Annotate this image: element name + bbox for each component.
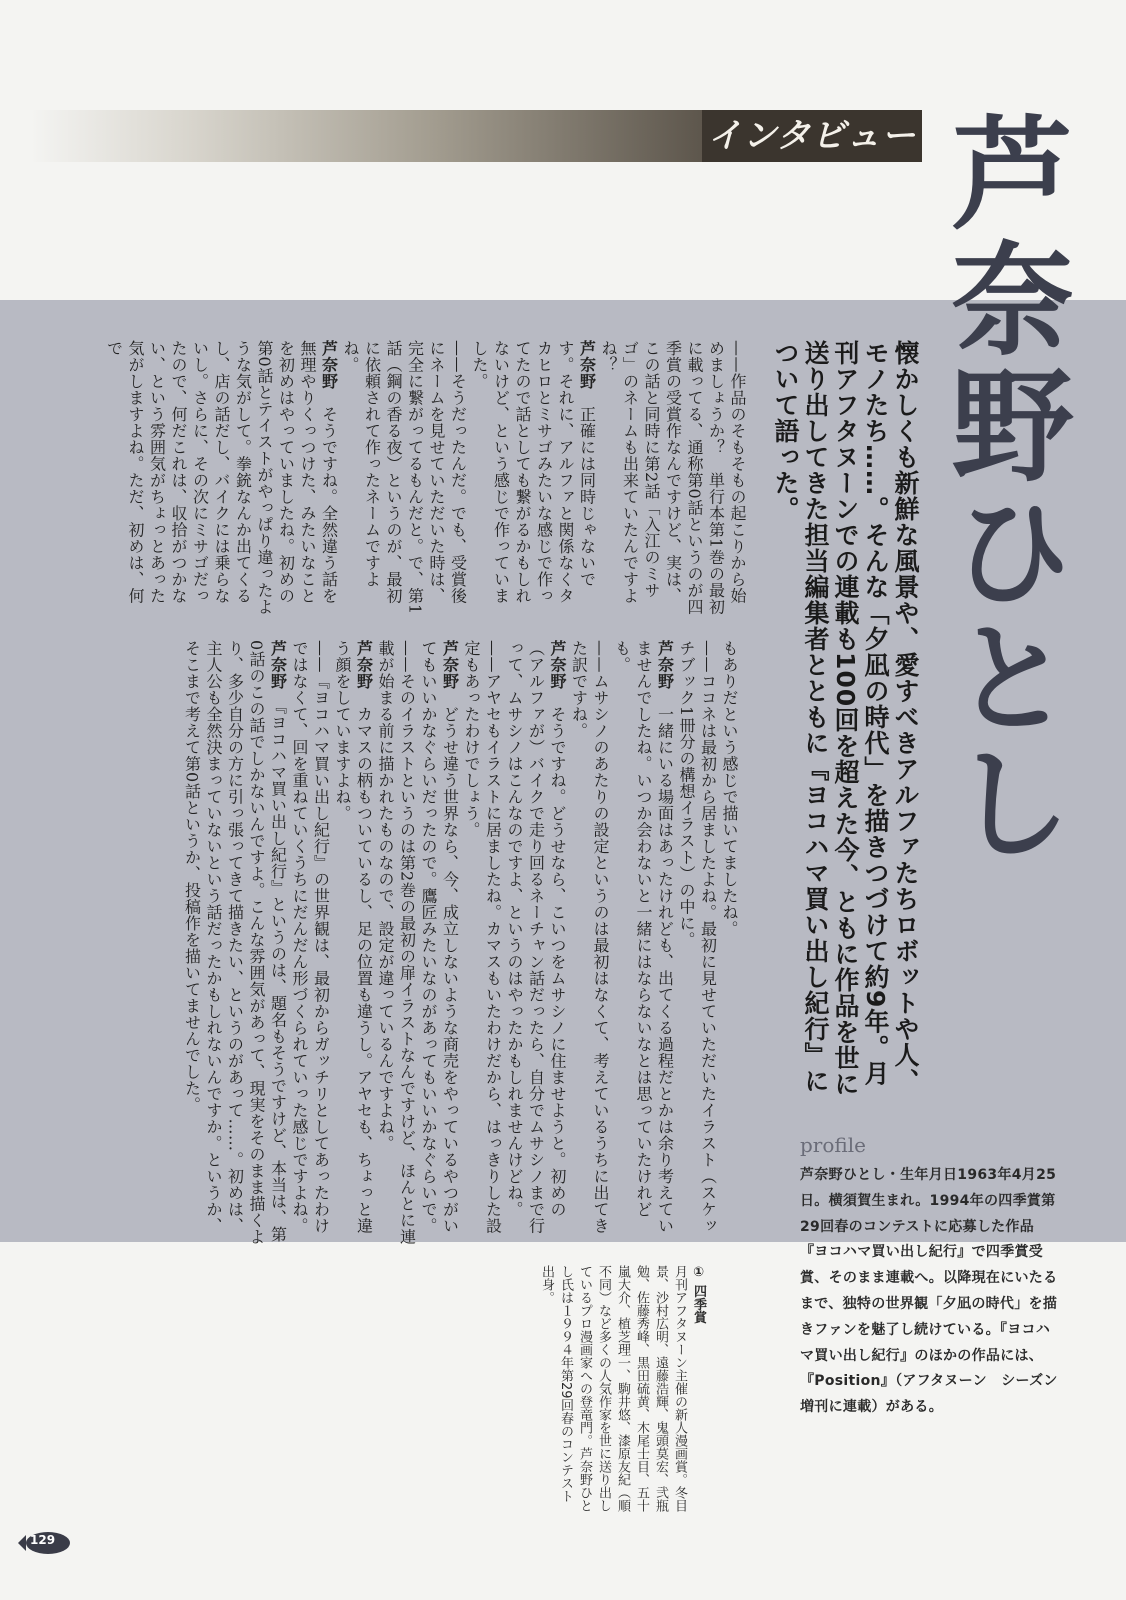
paragraph-text: どうせ違う世界なら、今、成立しないような商売をやっているやつがいてもいいかなぐらいだったので。鷹匠みたいなのがあってもいいかなぐらいで。 bbox=[419, 640, 460, 1234]
speaker-name: 芦奈野 bbox=[440, 640, 460, 690]
paragraph-text: ——ムサシノのあたりの設定というのは最初はなくて、考えているうちに出てきた訳ですね。 bbox=[569, 640, 610, 1234]
lede: 懐かしくも新鮮な風景や、愛すべきアルファたちロボットや人、モノたち……。そんな「夕凪の時代」を描きつづけて約9年。月刊アフタヌーンでの連載も100回を超えた今、ともに作品を世に送り出してきた担当編集者とともに『ヨコハマ買い出し紀行』について語った。 bbox=[771, 340, 920, 1098]
profile-box bbox=[800, 1133, 1060, 1416]
interview-paragraph bbox=[568, 640, 611, 1250]
footnote-text: 月刊アフタヌーン主催の新人漫画賞。冬目景、沙村広明、遠藤浩輝、鬼頭莫宏、弐瓶勉、佐藤秀峰、黒田硫黄、木尾士目、五十嵐大介、植芝理一、駒井悠、漆原友紀（順不同）など多くの人気作家を世に送り出しているプロ漫画家への登竜門。芦奈野ひとし氏は１９９４年第29回春のコンテスト出身。 bbox=[539, 1265, 687, 1512]
interview-paragraph bbox=[504, 640, 569, 1250]
speaker-name: 芦奈野 bbox=[354, 640, 374, 690]
speaker-name: 芦奈野 bbox=[268, 640, 288, 690]
interview-paragraph bbox=[719, 640, 741, 1250]
interview-paragraph bbox=[103, 340, 340, 620]
page-title: 芦奈野ひとし bbox=[931, 110, 1075, 866]
paragraph-text: カマスの柄もついているし、足の位置も違うし。アヤセも、ちょっと違う顔をしていますよね。 bbox=[333, 640, 374, 1234]
section-label: インタビュー bbox=[702, 110, 922, 162]
interview-paragraph bbox=[181, 640, 289, 1250]
interview-paragraph bbox=[340, 340, 469, 620]
interview-paragraph bbox=[461, 640, 504, 1250]
paragraph-text: もありだという感じで描いてましたね。 bbox=[720, 640, 739, 937]
interview-lower bbox=[70, 640, 740, 1250]
interview-paragraph bbox=[469, 340, 598, 620]
interview-paragraph bbox=[289, 640, 332, 1250]
page-number-badge bbox=[16, 1530, 72, 1556]
interview-paragraph bbox=[676, 640, 719, 1250]
header-banner bbox=[30, 110, 922, 162]
paragraph-text: ——『ヨコハマ買い出し紀行』の世界観は、最初からガッチリとしてあったわけではなくて、回を重ねていくうちにだんだん形づくられていった感じですよね。 bbox=[290, 640, 331, 1234]
interview-paragraph bbox=[418, 640, 461, 1250]
speaker-name: 芦奈野 bbox=[319, 340, 339, 390]
paragraph-text: ——アヤセもイラストに居ましたね。カマスもいたわけだから、はっきりした設定もあったわけでしょう。 bbox=[462, 640, 503, 1234]
paragraph-text: そうですね。全然違う話を無理やりくっつけた、みたいなことを初めはやっていましたね。初めの第0話とテイストがやっぱり違ったような気がして。拳銃なんか出てくるし、店の話だし、バイクには乗らないし。さらに、その次にミサゴだったので、何だこれは、収拾がつかない、という雰囲気がちょっとあった気がしますよね。ただ、初めは、何で bbox=[104, 340, 339, 615]
interview-upper bbox=[48, 340, 748, 620]
page-number: 129 bbox=[30, 1533, 56, 1547]
paragraph-text: 一緒にいる場面はあったけれども、出てくる過程だとかは余り考えていませんでしたね。いつか会わないと一緒にはならないなとは思っていたけれども。 bbox=[612, 640, 675, 1234]
paragraph-text: そうですね。どうせなら、こいつをムサシノに住ませようと。初めの（アルファが）バイクで走り回るネーチャン話だったら、自分でムサシノまで行って、ムサシノはこんなのですよ、というのはやったかもしれませんけどね。 bbox=[505, 640, 567, 1234]
speaker-name: 芦奈野 bbox=[655, 640, 675, 690]
paragraph-text: 『ヨコハマ買い出し紀行』というのは、題名もそうですけど、本当は、第0話のこの話でしかないんですよ。こんな雰囲気があって、現実をそのまま描くより、多少自分の方に引っ張ってきて描きたい、というのがあって……。初めは、主人公も全然決まっていないという話だったかもしれないんですか。というか、そこまで考えて第0話というか、投稿作を描いてませんでした。 bbox=[182, 640, 288, 1245]
paragraph-text: 正確には同時じゃないです。それに、アルファと関係なくタカヒロとミサゴみたいな感じで作ってたので話としても繋がるかもしれないけど、という感じで作っていました。 bbox=[470, 340, 597, 604]
footnote-title: ① 四季賞 bbox=[691, 1265, 706, 1324]
profile-label: profile bbox=[800, 1133, 866, 1157]
speaker-name: 芦奈野 bbox=[577, 340, 597, 390]
paragraph-text: ——作品のそもそもの起こりから始めましょうか？ 単行本第1巻の最初に載ってる、通称第0話というのが四季賞の受賞作なんですけど、実は、この話と同時に第2話「入江のミサゴ」のネームも出来ていたんですよね？ bbox=[599, 340, 747, 615]
interview-paragraph bbox=[598, 340, 749, 620]
speaker-name: 芦奈野 bbox=[548, 640, 567, 690]
interview-paragraph bbox=[332, 640, 375, 1250]
paragraph-text: ——そのイラストというのは第2巻の最初の扉イラストなんですけど、ほんとに連載が始まる前に描かれたものなので、設定が違っているんですよね。 bbox=[376, 640, 417, 1245]
interview-paragraph bbox=[611, 640, 676, 1250]
paragraph-text: ——ココネは最初から居ましたよね。最初に見せていただいたイラスト（スケッチブック1冊分の構想イラスト）の中に。 bbox=[677, 640, 718, 1234]
profile-text: 芦奈野ひとし・生年月日1963年4月25日。横須賀生まれ。1994年の四季賞第29回春のコンテストに応募した作品『ヨコハマ買い出し紀行』で四季賞受賞、そのまま連載へ。以降現在にいたるまで、独特の世界観「夕凪の時代」を描きファンを魅了し続けている。『ヨコハマ買い出し紀行』のほかの作品には、『Position』（アフタヌーン シーズン増刊に連載）がある。 bbox=[800, 1167, 1058, 1416]
footnote bbox=[539, 1265, 708, 1515]
interview-paragraph bbox=[375, 640, 418, 1250]
paragraph-text: ——そうだったんだ。でも、受賞後にネームを見せていただいた時は、完全に繋がってるもんだと。で、第1話（鋼の香る夜）というのが、最初に依頼されて作ったネームですよね。 bbox=[341, 340, 468, 615]
